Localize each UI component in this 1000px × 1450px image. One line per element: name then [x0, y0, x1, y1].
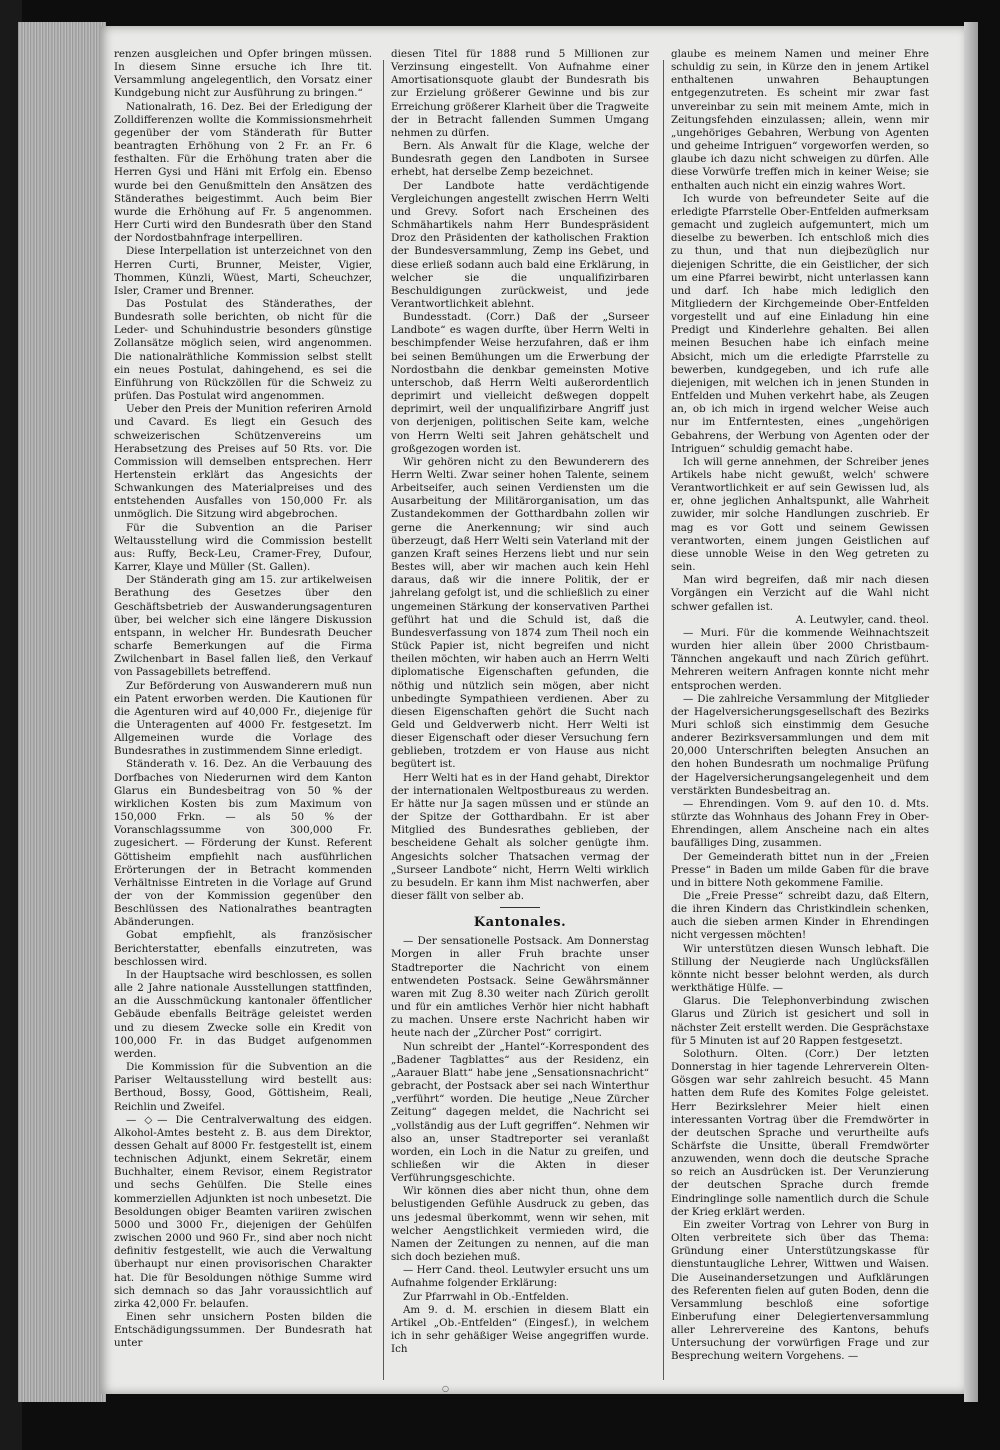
paragraph: Ich wurde von befreundeter Seite auf die erledigte Pfarrstelle Ober-Entfelden aufmerksam gemacht und zugleich aufgemuntert, mich um dieselbe zu bewerben. Ich entschloß mich dies zu thun, und that nun diejbezüglich nur diejenigen Schritte, die ein Geistlicher, der sich um eine Pfarrei bewirbt, nicht unterlassen kann und darf. Ich habe mich lediglich den Mitgliedern der Kirchgemeinde Ober-Entfelden vorgestellt und auf eine Einladung hin eine Predigt und Kinderlehre gehalten. Bei allen meinen Besuchen habe ich einfach meine Absicht, mich um die erledigte Pfarrstelle zu bewerben, kundgegeben, und ich rufe alle diejenigen, mit welchen ich in jenen Stunden in Entfelden und Muhen verkehrt habe, als Zeugen an, ob ich mich in irgend welcher Weise auch nur im Entferntesten, eines „ungehörigen Gebahrens, der Werbung von Agenten oder der Intriguen“ schuldig gemacht habe. [671, 192, 929, 455]
paragraph: Ständerath v. 16. Dez. An die Verbauung des Dorfbaches von Niederurnen wird dem Kanton Glarus ein Bundesbeitrag von 50 % der wirklichen Kosten bis zum Maximum von 150,000 Frkn. — als 50 % der Voranschlagssumme von 300,000 Fr. zugesichert. — Förderung der Kunst. Referent Göttisheim empfiehlt nach ausführlichen Erörterungen der in Betracht kommenden Verhältnisse Eintreten in die Vorlage auf Grund der von der Kommission gegenüber den Beschlüssen des Nationalrathes beantragten Abänderungen. [114, 758, 372, 929]
paragraph: Diese Interpellation ist unterzeichnet von den Herren Curti, Brunner, Meister, Vigier, Thommen, Künzli, Wüest, Marti, Scheuchzer, Isler, Cramer und Brenner. [114, 245, 372, 297]
section-divider [500, 907, 540, 908]
paragraph: Ich will gerne annehmen, der Schreiber jenes Artikels habe nicht gewußt, welch' schwere Verantwortlichkeit er auf sein Gewissen lud, als er, ohne jeglichen Anhaltspunkt, alle Wahrheit zuwider, mir solche Handlungen zuschrieb. Er mag es vor Gott und seinem Gewissen verantworten, einem jungen Geistlichen auf diese unnoble Weise in den Weg getreten zu sein. [671, 455, 929, 574]
paragraph: Zur Beförderung von Auswanderern muß nun ein Patent erworben werden. Die Kautionen für die Agenturen wird auf 40,000 Fr., diejenige für die Unteragenten auf 4000 Fr. festgesetzt. Im Allgemeinen wurde die Vorlage des Bundesrathes in zustimmendem Sinne erledigt. [114, 679, 372, 758]
paragraph: Das Postulat des Ständerathes, der Bundesrath solle berichten, ob nicht für die Leder- und Schuhindustrie besonders günstige Zollansätze möglich seien, wird angenommen. Die nationalräthliche Kommission selbst stellt ein neues Postulat, dahingehend, es sei die Einführung von Rückzöllen für die Schweiz zu prüfen. Das Postulat wird angenommen. [114, 297, 372, 403]
signature: A. Leutwyler, cand. theol. [795, 613, 929, 626]
subheading: Zur Pfarrwahl in Ob.-Entfelden. [403, 1290, 569, 1303]
paragraph: Am 9. d. M. erschien in diesem Blatt ein Artikel „Ob.-Entfelden“ (Eingesf.), in welchem ich in sehr gehäßiger Weise angegriffen wurde. Ich [391, 1303, 649, 1356]
paragraph: Man wird begreifen, daß mir nach diesen Vorgängen ein Verzicht auf die Wahl nicht schwer gefallen ist. [671, 574, 929, 613]
paragraph: renzen ausgleichen und Opfer bringen müssen. In diesem Sinne ersuche ich Ihre tit. Versammlung angelegentlich, den Vorsatz einer Kundgebung nicht zur Ausführung zu bringen.“ [114, 48, 372, 100]
paragraph: Wir unterstützen diesen Wunsch lebhaft. Die Stillung der Neugierde nach Unglücksfällen könnte nicht besser belohnt werden, als durch werkthätige Hülfe. — [671, 942, 929, 995]
paragraph: Die Kommission für die Subvention an die Pariser Weltausstellung wird bestellt aus: Berthoud, Bossy, Good, Göttisheim, Reali, Reichlin und Zweifel. [114, 1061, 372, 1113]
paragraph: — Der sensationelle Postsack. Am Donnerstag Morgen in aller Fruh brachte unser Stadtreporter die Nachricht von einem entwendeten Postsack. Seine Gewährsmänner waren mit Zug 8.30 weiter nach Zürich gerollt und für ein amtliches Verhör hier nicht habhaft zu machen. Unsere erste Nachricht haben wir heute nach der „Zürcher Post“ corrigirt. [391, 935, 649, 1040]
column-1 [114, 48, 372, 1350]
column-rule [663, 60, 664, 1380]
paragraph: — Herr Cand. theol. Leutwyler ersucht uns um Aufnahme folgender Erklärung: [391, 1264, 649, 1290]
paragraph: Nationalrath, 16. Dez. Bei der Erledigung der Zolldifferenzen wollte die Kommissionsmehrheit gegenüber der vom Ständerath für Butter beantragten Erhöhung von 2 Fr. an Fr. 6 festhalten. Für die Erhöhung traten aber die Herren Gysi und Häni mit Erfolg ein. Ebenso wurde bei den Genußmitteln den Ansätzen des Ständerathes beigestimmt. Auch beim Bier wurde die Erhöhung auf Fr. 5 angenommen. Herr Curti wird den Bundesrath über den Stand der Nordostbahnfrage interpelliren. [114, 100, 372, 245]
paragraph: Nun schreibt der „Hantel“-Korrespondent des „Badener Tagblattes“ aus der Residenz, ein „Aarauer Blatt“ habe jene „Sensationsnachricht“ gebracht, der Postsack aber sei nach Winterthur „verführt“ worden. Die heutige „Neue Zürcher Zeitung“ dagegen meldet, die Nachricht sei „vollständig aus der Luft gegriffen“. Nehmen wir also an, unser Stadtreporter sei veranlaßt worden, ein Loch in die Natur zu greifen, und schließen wir die Akten in dieser Verführungsgeschichte. [391, 1040, 649, 1185]
paragraph: Wir gehören nicht zu den Bewunderern des Herrn Welti. Zwar seiner hohen Talente, seinem Arbeitseifer, auch seinen Verdiensten um die Ausarbeitung der Militärorganisation, um das Zustandekommen der Gotthardbahn zollen wir gerne die Anerkennung; wir sind auch überzeugt, daß Herr Welti sein Vaterland mit der ganzen Kraft seines Herzens liebt und nur sein Bestes will, aber wir machen auch kein Hehl daraus, daß wir die innere Politik, der er jahrelang gefolgt ist, und die schließlich zu einer ungemeinen Stärkung der konservativen Parthei geführt hat und die Schuld ist, daß die Bundesverfassung von 1874 zum Theil noch ein Stück Papier ist, nicht begreifen und nicht theilen möchten, wir haben auch an Herrn Welti diplomatische Eigenschaften gefunden, die nöthig und nützlich sein mögen, aber nicht unbedingte Sympathieen verdienen. Aber zu diesen Eigenschaften gehört die Sucht nach Geld und Geldverwerb nicht. Herr Welti ist dieser Eigenschaft oder dieser Versuchung fern geblieben, trotzdem er von Hause aus nicht begütert ist. [391, 455, 649, 771]
page-edges [18, 22, 106, 1402]
section-heading: Kantonales. [473, 915, 567, 931]
paragraph: Einen sehr unsichern Posten bilden die Entschädigungssummen. Der Bundesrath hat unter [114, 1311, 372, 1350]
paragraph: Wir können dies aber nicht thun, ohne dem belustigenden Gefühle Ausdruck zu geben, das uns jedesmal überkommt, wenn wir sehen, mit welcher Aengstlichkeit vermieden wird, die Namen der Zeitungen zu nennen, auf die man sich doch beziehen muß. [391, 1185, 649, 1264]
paragraph: Der Ständerath ging am 15. zur artikelweisen Berathung des Gesetzes über den Geschäftsbetrieb der Auswanderungsagenturen über, bei welcher sich eine längere Diskussion entspann, in welcher Hr. Bundesrath Deucher scharfe Bemerkungen auf die Firma Zwilchenbart in Basel fallen ließ, den Verkauf von Passagebillets betreffend. [114, 574, 372, 679]
paragraph: Solothurn. Olten. (Corr.) Der letzten Donnerstag in hier tagende Lehrerverein Olten-Gösgen war sehr zahlreich besucht. 45 Mann hatten dem Rufe des Komites Folge geleistet. Herr Bezirkslehrer Meier hielt einen interessanten Vortrag über die Fremdwörter in der deutschen Sprache und verurtheilte aufs Schärfste die Unsitte, überall Fremdwörter anzuwenden, wenn doch die deutsche Sprache so reich an Ausdrücken ist. Der Verunzierung der deutschen Sprache durch fremde Eindringlinge solle namentlich durch die Schule der Krieg erklärt werden. [671, 1047, 929, 1218]
paragraph: Herr Welti hat es in der Hand gehabt, Direktor der internationalen Weltpostbureaus zu werden. Er hätte nur Ja sagen müssen und er stünde an der Spitze der Gotthardbahn. Er ist aber Mitglied des Bundesrathes geblieben, der bescheidene Gehalt als solcher genügte ihm. Angesichts solcher Thatsachen vermag der „Surseer Landbote“ nicht, Herrn Welti wirklich zu besudeln. Er kann ihm Mist nachwerfen, aber dieser fällt von selber ab. [391, 771, 649, 902]
paragraph: — ◇— Die Centralverwaltung des eidgen. Alkohol-Amtes besteht z. B. aus dem Direktor, dessen Gehalt auf 8000 Fr. festgestellt ist, einem technischen Adjunkt, einem Sekretär, einem Buchhalter, einem Revisor, einem Registrator und sechs Gehülfen. Die Stelle eines kommerziellen Adjunkten ist noch unbesetzt. Die Besoldungen obiger Beamten variiren zwischen 5000 und 3000 Fr., diejenigen der Gehülfen zwischen 2000 und 960 Fr., sind aber noch nicht definitiv festgestellt, wie auch die Verwaltung überhaupt nur einen provisorischen Charakter hat. Die für Besoldungen nöthige Summe wird sich demnach so das Jahr voraussichtlich auf zirka 42,000 Fr. belaufen. [114, 1113, 372, 1310]
paragraph: — Muri. Für die kommende Weihnachtszeit wurden hier allein über 2000 Christbaum-Tännchen angekauft und nach Zürich geführt. Mehreren weitern Anfragen konnte nicht mehr entsprochen werden. [671, 626, 929, 692]
column-2 [391, 48, 649, 1356]
paragraph: Der Gemeinderath bittet nun in der „Freien Presse“ in Baden um milde Gaben für die brave und in bittere Noth gekommene Familie. [671, 850, 929, 889]
paragraph: Die „Freie Presse“ schreibt dazu, daß Eltern, die ihren Kindern das Christkindlein schenken, auch die sieben armen Kinder in Ehrendingen nicht vergessen möchten! [671, 890, 929, 942]
paragraph: In der Hauptsache wird beschlossen, es sollen alle 2 Jahre nationale Ausstellungen stattfinden, an die Ausschmückung kantonaler öffentlicher Gebäude ebenfalls Beiträge geleistet werden und zu diesem Zwecke solle ein Kredit von 100,000 Fr. in das Budget aufgenommen werden. [114, 968, 372, 1060]
paragraph: Bundesstadt. (Corr.) Daß der „Surseer Landbote“ es wagen durfte, über Herrn Welti in beschimpfender Weise herzufahren, daß er ihm bei seinen Bemühungen um die Erwerbung der Nordostbahn die denkbar gemeinsten Motive unterschob, daß Herrn Welti außerordentlich deprimirt und vielleicht deßwegen doppelt deprimirt, weil der unqualifizirbare Angriff just von derjenigen, politischen Seite kam, welche von Herrn Welti seit Jahren gehätschelt und großgezogen worden ist. [391, 311, 649, 455]
paragraph: Ein zweiter Vortrag von Lehrer von Burg in Olten verbreitete sich über das Thema: Gründung einer Unterstützungskasse für dienstuntaugliche Lehrer, Wittwen und Waisen. Die Auseinandersetzungen und Aufklärungen des Referenten fielen auf guten Boden, denn die Versammlung beschloß eine sofortige Einberufung einer Delegiertenversammlung aller Lehrervereine des Kantons, behufs Untersuchung der vorwürfigen Frage und zur Besprechung weitern Vorgehens. — [671, 1218, 929, 1363]
column-rule [383, 60, 384, 1380]
paragraph: Für die Subvention an die Pariser Weltausstellung wird die Commission bestellt aus: Ruffy, Beck-Leu, Cramer-Frey, Dufour, Karrer, Klaye und Müller (St. Gallen). [114, 521, 372, 574]
paragraph: diesen Titel für 1888 rund 5 Millionen zur Verzinsung eingestellt. Von Aufnahme einer Amortisationsquote glaubt der Bundesrath bis zur Erzielung größerer Gewinne und bis zur Erreichung größerer Klarheit über die Tragweite der in Betracht fallenden Summen Umgang nehmen zu dürfen. [391, 48, 649, 139]
paragraph: — Die zahlreiche Versammlung der Mitglieder der Hagelversicherungsgesellschaft des Bezirks Muri schloß sich einstimmig dem Gesuche anderer Bezirksversammlungen und dem mit 20,000 Unterschriften belegten Ansuchen an den hohen Bundesrath um nochmalige Prüfung der Hagelversicherungsangelegenheit und dem verstärkten Bundesbeitrag an. [671, 692, 929, 797]
paragraph: Gobat empfiehlt, als französischer Berichterstatter, ebenfalls einzutreten, was beschlossen wird. [114, 929, 372, 968]
column-3 [671, 48, 929, 1364]
paragraph: glaube es meinem Namen und meiner Ehre schuldig zu sein, in Kürze den in jenem Artikel enthaltenen unwahren Behauptungen entgegenzutreten. Es scheint mir zwar fast unvereinbar zu sein mit meinem Amte, mich in Zeitungsfehden einzulassen; allein, wenn mir „ungehöriges Gebahren, Werbung von Agenten und geheime Intriguen“ vorgeworfen werden, so glaube ich dazu nicht schweigen zu dürfen. Alle diese Vorwürfe treffen mich in keiner Weise; sie enthalten auch nicht ein einzig wahres Wort. [671, 48, 929, 192]
paragraph: — Ehrendingen. Vom 9. auf den 10. d. Mts. stürzte das Wohnhaus des Johann Frey in Ober-Ehrendingen, allem Anscheine nach ein altes baufälliges Ding, zusammen. [671, 797, 929, 850]
page-ornament: ○ [442, 1384, 449, 1393]
paragraph: Ueber den Preis der Munition referiren Arnold und Cavard. Es liegt ein Gesuch des schweizerischen Schützenvereins um Herabsetzung des Preises auf 50 Rts. vor. Die Commission will demselben entsprechen. Herr Hertenstein erklärt das Angesichts der Schwankungen des Materialpreises und des entstehenden Ausfalles von 150,000 Fr. als unmöglich. Die Sitzung wird abgebrochen. [114, 403, 372, 521]
paragraph: Glarus. Die Telephonverbindung zwischen Glarus und Zürich ist gesichert und soll in nächster Zeit erstellt werden. Die Gesprächstaxe für 5 Minuten ist auf 20 Rappen festgesetzt. [671, 995, 929, 1047]
paragraph: Bern. Als Anwalt für die Klage, welche der Bundesrath gegen den Landboten in Sursee erhebt, hat derselbe Zemp bezeichnet. [391, 140, 649, 179]
right-page-edge [964, 22, 978, 1402]
paragraph: Der Landbote hatte verdächtigende Vergleichungen angestellt zwischen Herrn Welti und Grevy. Sofort nach Erscheinen des Schmähartikels nahm Herr Bundespräsident Droz den Präsidenten der katholischen Fraktion der Bundesversammlung, Zemp ins Gebet, und diese erließ sodann auch bald eine Erklärung, in welcher sie die unqualifizirbaren Beschuldigungen zurückweist, und jede Verantwortlichkeit ablehnt. [391, 179, 649, 310]
